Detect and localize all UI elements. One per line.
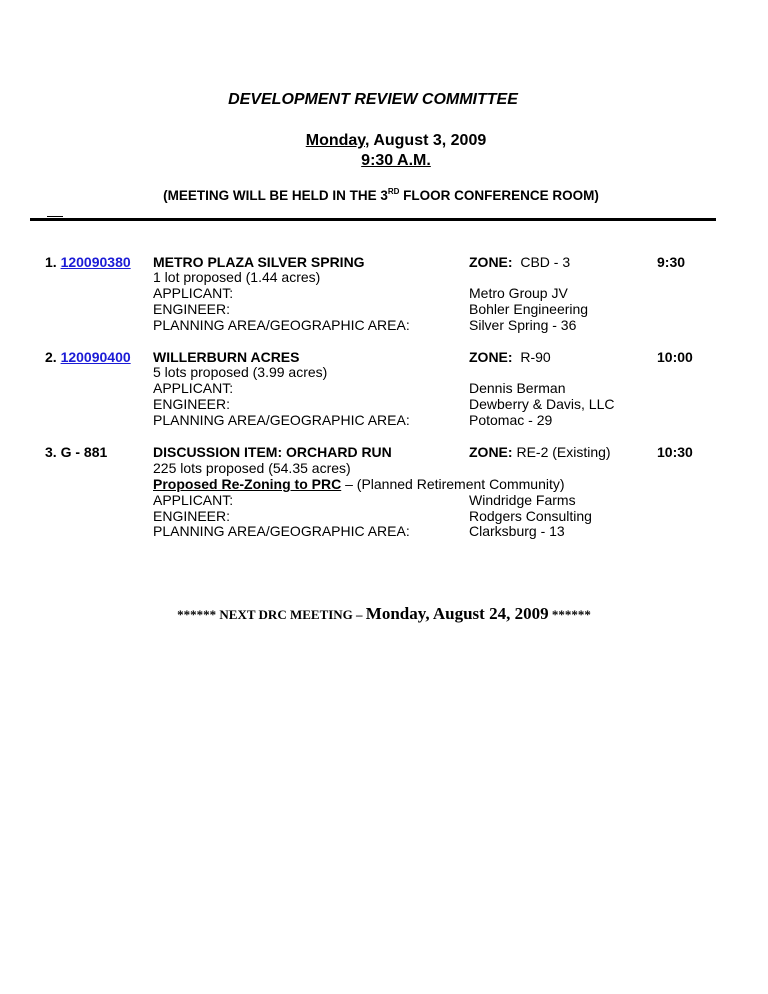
zone-value: CBD - 3: [520, 254, 571, 270]
item-2-lots: 5 lots proposed (3.99 acres): [153, 364, 328, 380]
next-meeting-note: [0, 604, 768, 624]
next-meeting-prefix: ****** NEXT DRC MEETING –: [177, 607, 366, 622]
item-3-applicant-label: APPLICANT:: [153, 492, 234, 508]
item-2-time: 10:00: [657, 349, 693, 365]
item-2-applicant-label: APPLICANT:: [153, 380, 234, 396]
item-3-zone: [469, 444, 611, 460]
divider-mark: [47, 216, 63, 217]
item-1-area-label: PLANNING AREA/GEOGRAPHIC AREA:: [153, 317, 410, 333]
item-1-lots: 1 lot proposed (1.44 acres): [153, 269, 321, 285]
page-title: DEVELOPMENT REVIEW COMMITTEE: [228, 91, 518, 108]
item-number: 3.: [45, 444, 57, 460]
item-3-number: [45, 444, 107, 460]
item-2-applicant: Dennis Berman: [469, 380, 566, 396]
item-2-engineer: Dewberry & Davis, LLC: [469, 396, 615, 412]
item-3-lots: 225 lots proposed (54.35 acres): [153, 460, 351, 476]
next-meeting-date: Monday, August 24, 2009: [365, 604, 549, 623]
location-note: [0, 187, 762, 203]
item-1-applicant: Metro Group JV: [469, 285, 568, 301]
item-3-engineer-label: ENGINEER:: [153, 508, 231, 524]
zone-value: RE-2 (Existing): [516, 444, 611, 460]
item-2-link[interactable]: 120090400: [60, 349, 131, 365]
item-1-zone: [469, 254, 570, 270]
item-3-engineer: Rodgers Consulting: [469, 508, 592, 524]
item-1-number: [45, 254, 131, 270]
item-number: 1.: [45, 254, 57, 270]
zone-value: R-90: [520, 349, 551, 365]
header-divider: [30, 218, 716, 221]
item-3-id: G - 881: [60, 444, 108, 460]
meeting-time-text: 9:30 A.M.: [361, 152, 431, 169]
item-3-area-label: PLANNING AREA/GEOGRAPHIC AREA:: [153, 523, 410, 539]
item-2-name: WILLERBURN ACRES: [153, 349, 300, 365]
item-1-link[interactable]: 120090380: [60, 254, 131, 270]
item-3-applicant: Windridge Farms: [469, 492, 576, 508]
meeting-date-rest: , August 3, 2009: [365, 132, 487, 149]
item-3-time: 10:30: [657, 444, 693, 460]
next-meeting-suffix: ******: [548, 607, 591, 622]
item-1-name: METRO PLAZA SILVER SPRING: [153, 254, 365, 270]
location-note-sup: RD: [387, 187, 400, 196]
item-2-number: [45, 349, 131, 365]
location-note-end: FLOOR CONFERENCE ROOM): [399, 188, 599, 203]
item-1-area: Silver Spring - 36: [469, 317, 577, 333]
item-3-area: Clarksburg - 13: [469, 523, 565, 539]
item-2-engineer-label: ENGINEER:: [153, 396, 231, 412]
item-2-area: Potomac - 29: [469, 412, 553, 428]
item-1-applicant-label: APPLICANT:: [153, 285, 234, 301]
item-3-name: DISCUSSION ITEM: ORCHARD RUN: [153, 444, 392, 460]
item-1-time: 9:30: [657, 254, 686, 270]
meeting-day: Monday: [305, 132, 366, 149]
item-1-engineer-label: ENGINEER:: [153, 301, 231, 317]
rezoning-label: Proposed Re-Zoning to PRC: [153, 476, 342, 492]
zone-label: ZONE:: [469, 444, 513, 460]
rezoning-detail: – (Planned Retirement Community): [341, 476, 565, 492]
item-2-area-label: PLANNING AREA/GEOGRAPHIC AREA:: [153, 412, 410, 428]
zone-label: ZONE:: [469, 254, 513, 270]
meeting-date: [0, 132, 768, 150]
zone-label: ZONE:: [469, 349, 513, 365]
location-note-start: (MEETING WILL BE HELD IN THE 3: [163, 188, 388, 203]
item-number: 2.: [45, 349, 57, 365]
item-1-engineer: Bohler Engineering: [469, 301, 589, 317]
item-2-zone: [469, 349, 551, 365]
meeting-time: [0, 152, 768, 170]
item-3-rezoning: [153, 476, 565, 492]
